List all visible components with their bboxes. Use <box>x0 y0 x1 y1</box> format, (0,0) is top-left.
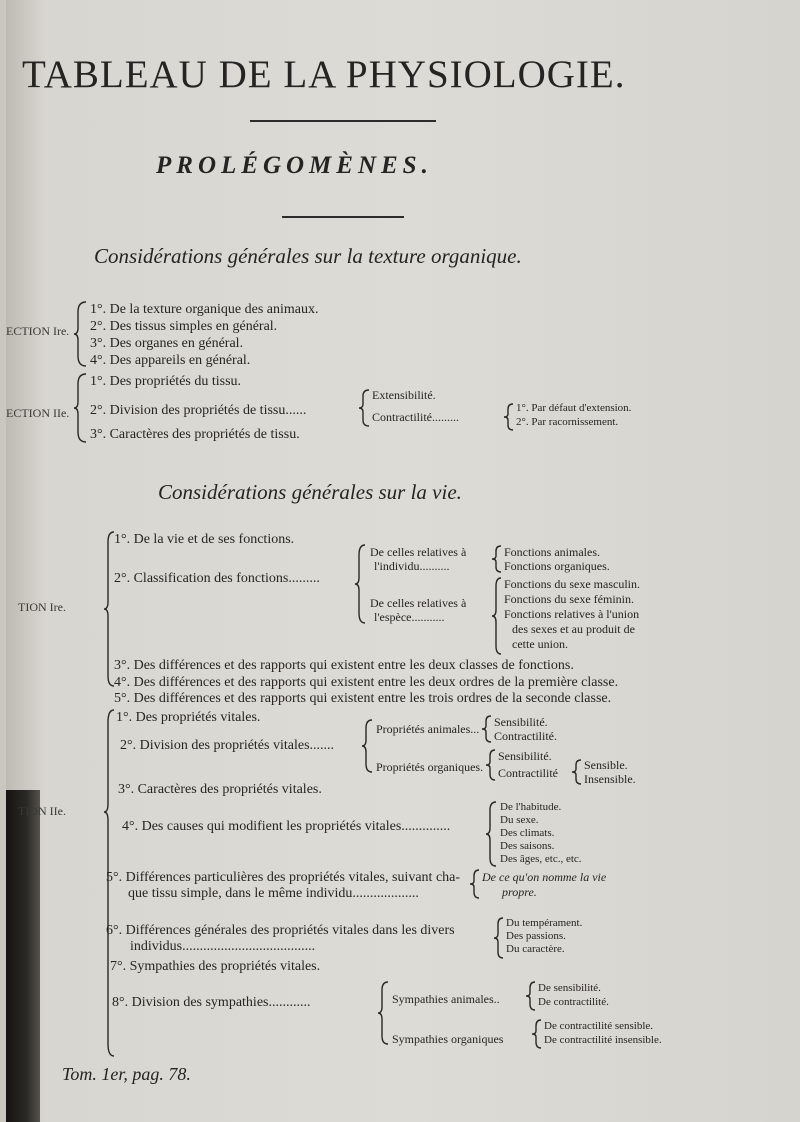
list-item: De contractilité insensible. <box>544 1034 662 1046</box>
list-item: propre. <box>502 885 537 899</box>
list-item: De contractilité sensible. <box>544 1020 654 1032</box>
list-item: Des saisons. <box>500 840 555 852</box>
list-item: Du tempérament. <box>506 917 583 929</box>
list-item: 5°. Différences particulières des propriétés vitales, suivant cha- <box>106 870 461 885</box>
list-item: que tissu simple, dans le même individu................... <box>128 886 419 901</box>
brace-icon <box>486 748 496 782</box>
list-item: 2°. Division des propriétés de tissu...... <box>90 403 307 418</box>
list-item: Fonctions organiques. <box>504 559 610 573</box>
list-item: 1°. Par défaut d'extension. <box>516 402 632 414</box>
list-item: 7°. Sympathies des propriétés vitales. <box>110 959 321 974</box>
list-item: Sympathies animales.. <box>392 992 500 1006</box>
brace-icon <box>74 372 88 444</box>
page-title: TABLEAU DE LA PHYSIOLOGIE. <box>22 53 626 96</box>
list-item: l'espèce........... <box>374 610 445 624</box>
section-label-3: TION Ire. <box>18 600 66 614</box>
list-item: Fonctions relatives à l'union <box>504 607 640 621</box>
brace-icon <box>492 576 502 656</box>
list-item: Contractilité <box>498 766 558 780</box>
brace-icon <box>504 402 514 432</box>
list-item: Des passions. <box>506 930 566 942</box>
list-item: 1°. De la texture organique des animaux. <box>90 302 319 317</box>
list-item: Fonctions animales. <box>504 545 600 559</box>
book-binding-edge <box>6 790 40 1122</box>
list-item: De celles relatives à <box>370 596 467 610</box>
section-label-1: ECTION Ire. <box>6 324 70 338</box>
list-item: Sensible. <box>584 758 628 772</box>
section-label-2: ECTION IIe. <box>6 406 70 420</box>
page-footer: Tom. 1er, pag. 78. <box>62 1064 191 1084</box>
list-item: l'individu.......... <box>374 559 450 573</box>
list-item: De ce qu'on nomme la vie <box>482 870 607 884</box>
brace-icon <box>494 916 504 960</box>
list-item: 3°. Des différences et des rapports qui existent entre les deux classes de fonctions. <box>114 658 574 673</box>
texture-heading: Considérations générales sur la texture organique. <box>94 244 522 268</box>
brace-icon <box>378 980 390 1046</box>
list-item: Sympathies organiques <box>392 1032 504 1046</box>
list-item: 2°. Des tissus simples en général. <box>90 319 278 334</box>
list-item: 5°. Des différences et des rapports qui existent entre les trois ordres de la seconde classe. <box>114 691 612 706</box>
brace-icon <box>532 1018 542 1050</box>
list-item: 3°. Caractères des propriétés vitales. <box>118 782 322 797</box>
brace-icon <box>482 714 492 744</box>
list-item: 8°. Division des sympathies............ <box>112 995 311 1010</box>
list-item: cette union. <box>512 637 568 651</box>
list-item: Des âges, etc., etc. <box>500 853 582 865</box>
list-item: 6°. Différences générales des propriétés vitales dans les divers <box>106 923 455 938</box>
list-item: De l'habitude. <box>500 801 562 813</box>
brace-icon <box>492 544 502 574</box>
list-item: des sexes et au produit de <box>512 622 635 636</box>
list-item: 3°. Caractères des propriétés de tissu. <box>90 427 300 442</box>
list-item: individus...................................... <box>130 939 316 954</box>
list-item: 3°. Des organes en général. <box>90 336 244 351</box>
list-item: 1°. De la vie et de ses fonctions. <box>114 532 295 547</box>
list-item: 4°. Des appareils en général. <box>90 353 251 368</box>
list-item: Sensibilité. <box>494 715 548 729</box>
brace-icon <box>470 868 480 900</box>
vie-heading: Considérations générales sur la vie. <box>158 480 462 504</box>
list-item: 4°. Des différences et des rapports qui existent entre les deux ordres de la première classe. <box>114 675 619 690</box>
title-rule <box>250 120 436 122</box>
list-item: Du sexe. <box>500 814 539 826</box>
brace-icon <box>572 758 582 786</box>
list-item: 2°. Division des propriétés vitales....... <box>120 738 335 753</box>
list-item: De celles relatives à <box>370 545 467 559</box>
subtitle-rule <box>282 216 404 218</box>
list-item: Fonctions du sexe féminin. <box>504 592 634 606</box>
brace-icon <box>362 718 374 774</box>
list-item: De contractilité. <box>538 996 609 1008</box>
brace-icon <box>355 543 367 625</box>
list-item: Contractilité. <box>494 729 557 743</box>
brace-icon <box>359 388 371 428</box>
list-item: De sensibilité. <box>538 982 601 994</box>
list-item: 1°. Des propriétés du tissu. <box>90 374 242 389</box>
list-item: 2°. Par racornissement. <box>516 416 619 428</box>
section-label-4: TION IIe. <box>18 804 66 818</box>
list-item: 2°. Classification des fonctions......... <box>114 571 320 586</box>
list-item: Fonctions du sexe masculin. <box>504 577 640 591</box>
brace-icon <box>74 300 88 368</box>
list-item: 4°. Des causes qui modifient les propriétés vitales.............. <box>122 819 451 834</box>
section-subtitle: PROLÉGOMÈNES. <box>156 152 433 179</box>
list-item: Sensibilité. <box>498 749 552 763</box>
list-item: 1°. Des propriétés vitales. <box>116 710 261 725</box>
list-item: Propriétés animales... <box>376 722 480 736</box>
brace-icon <box>486 800 498 868</box>
list-item: Propriétés organiques. <box>376 760 484 774</box>
list-item: Contractilité......... <box>372 410 459 424</box>
list-item: Insensible. <box>584 772 636 786</box>
brace-icon <box>526 980 536 1012</box>
document-page <box>6 0 800 1122</box>
list-item: Des climats. <box>500 827 555 839</box>
list-item: Du caractère. <box>506 943 565 955</box>
list-item: Extensibilité. <box>372 388 436 402</box>
